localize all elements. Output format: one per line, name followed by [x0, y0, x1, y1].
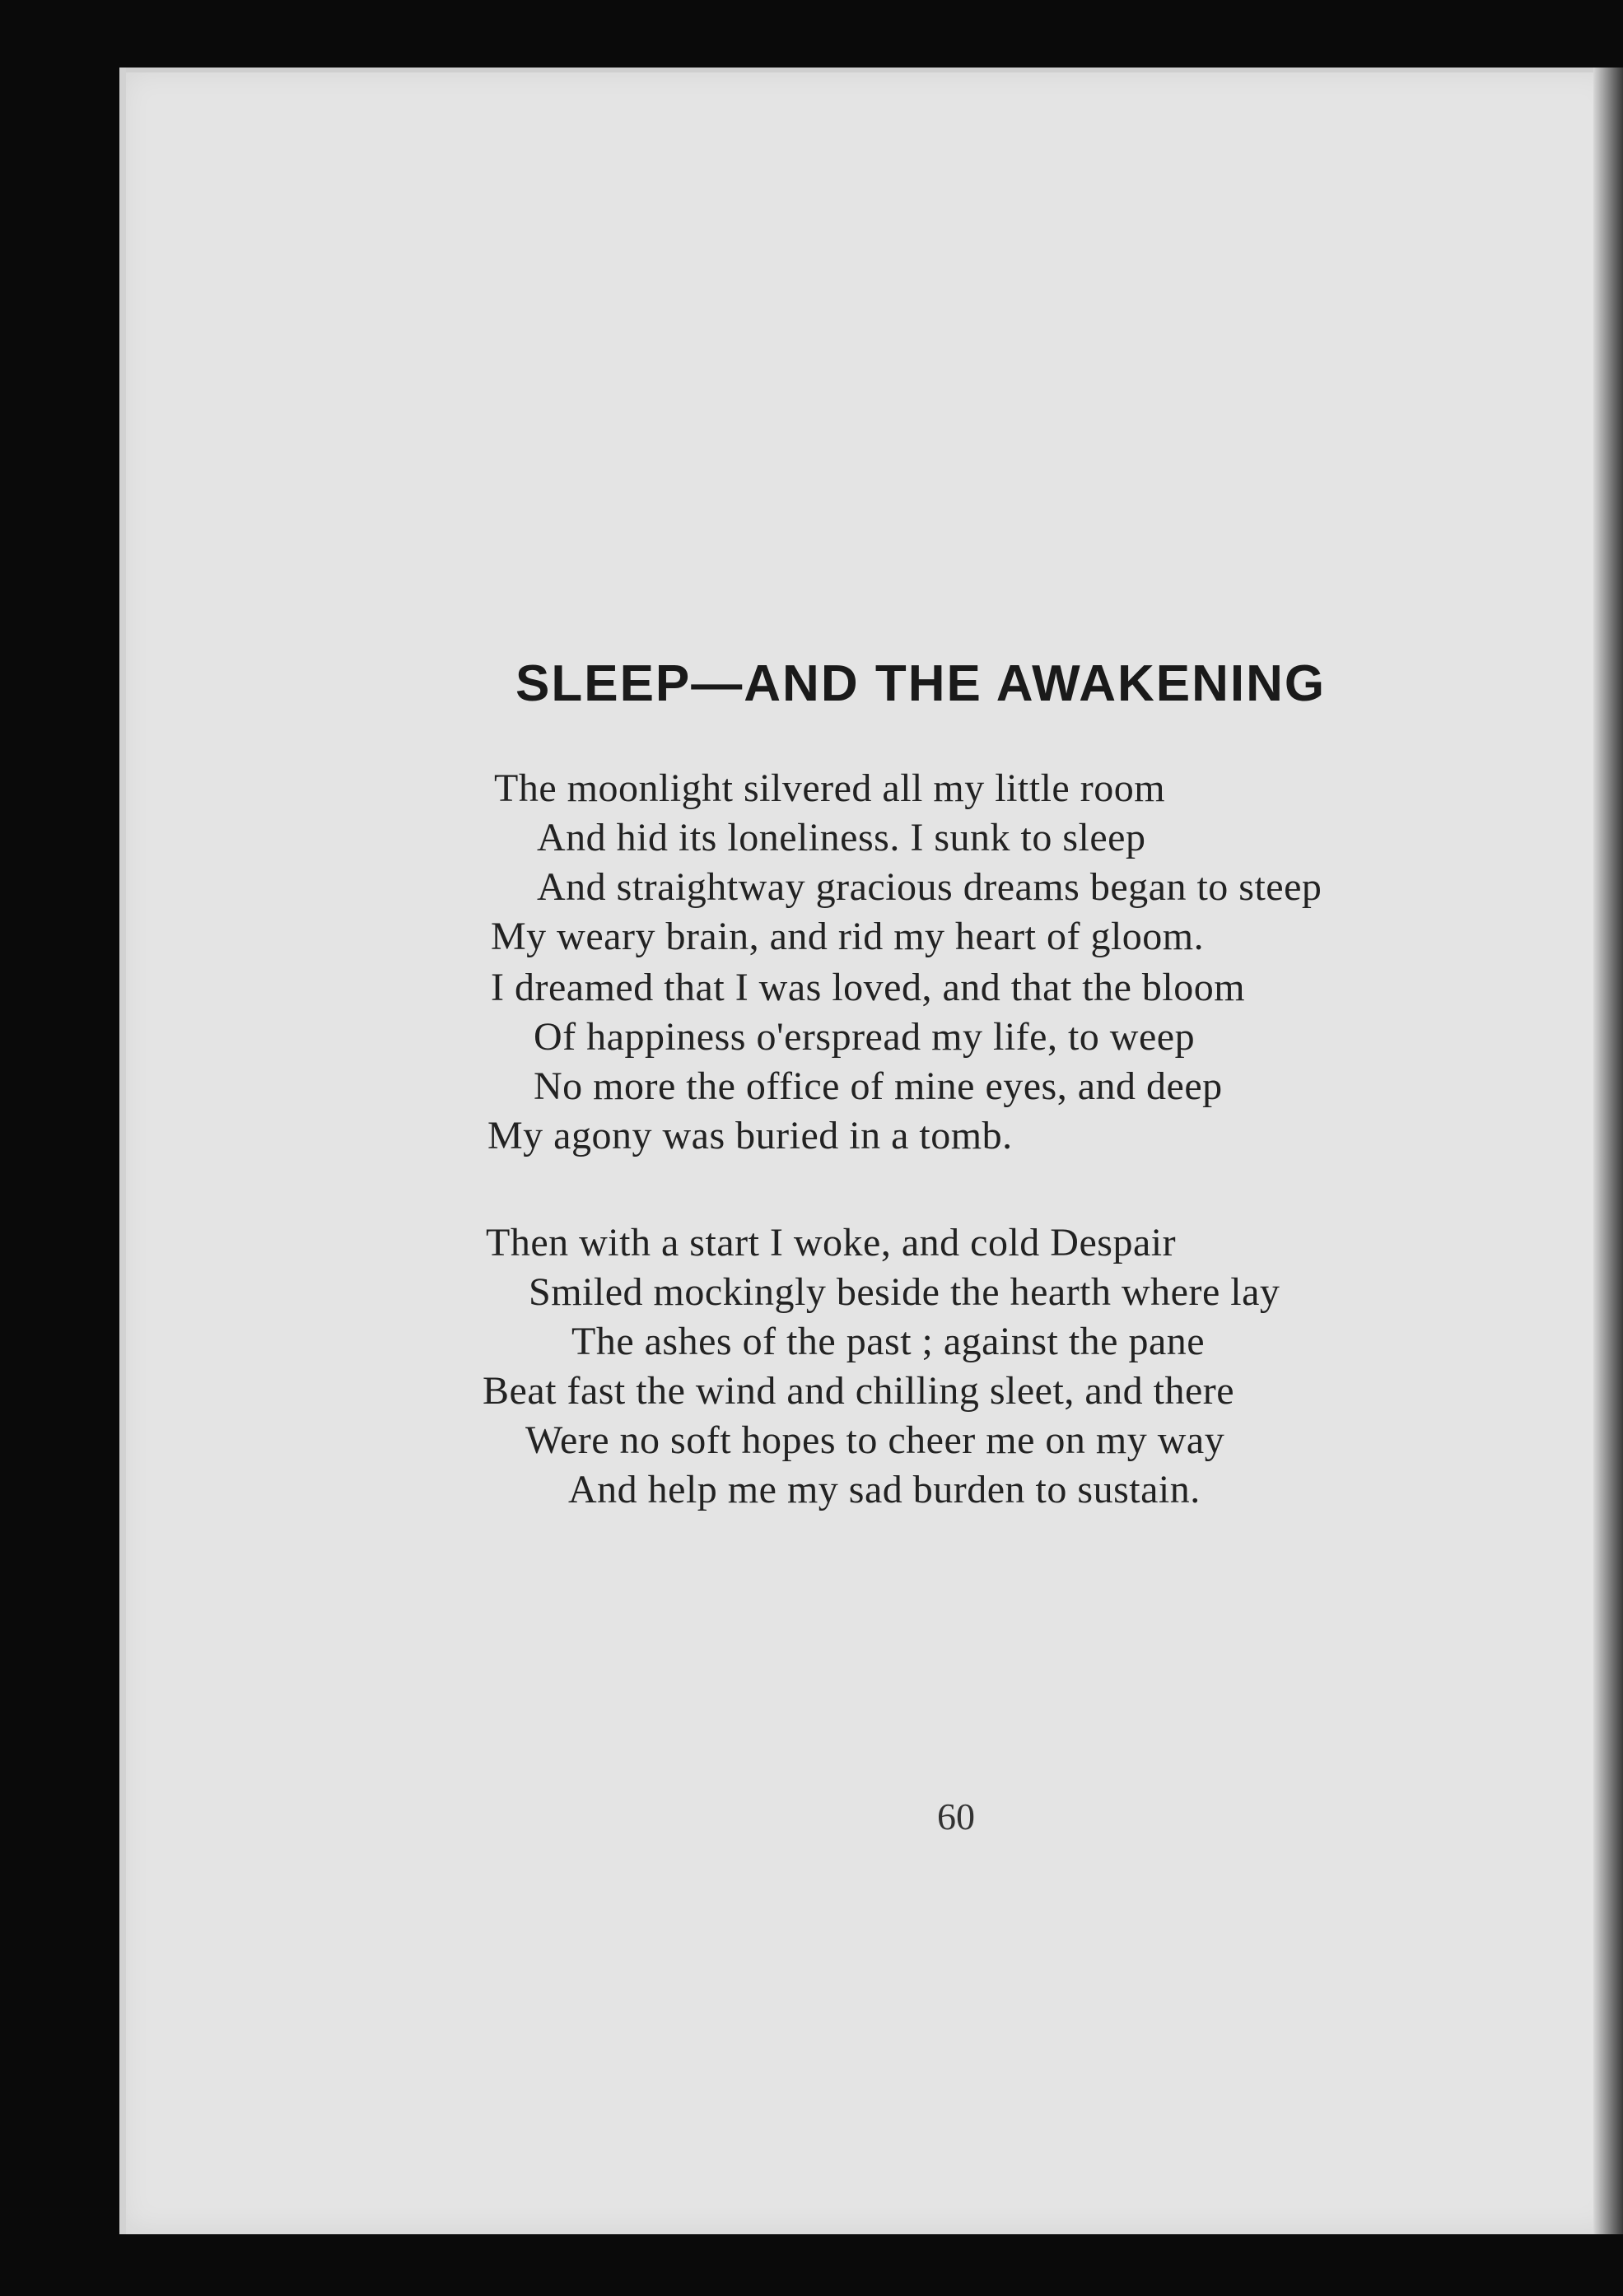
poem-line: Smiled mockingly beside the hearth where lay [529, 1270, 1280, 1314]
poem-line: And help me my sad burden to sustain. [568, 1468, 1201, 1511]
page-top-edge [119, 68, 1618, 72]
poem-line: I dreamed that I was loved, and that the bloom [491, 966, 1246, 1009]
poem-line: My agony was buried in a tomb. [487, 1114, 1013, 1157]
poem-line: Were no soft hopes to cheer me on my way [525, 1418, 1225, 1462]
page-binding-shadow [1593, 68, 1623, 2234]
page-number: 60 [937, 1795, 975, 1837]
poem-line: The ashes of the past ; against the pane [571, 1320, 1206, 1363]
poem-line: And hid its loneliness. I sunk to sleep [537, 816, 1146, 859]
poem-line: Then with a start I woke, and cold Despair [486, 1221, 1177, 1264]
page-left-edge [119, 68, 126, 2234]
poem-title: SLEEP—AND THE AWAKENING [515, 655, 1327, 712]
poem-line: The moonlight silvered all my little room [494, 766, 1166, 810]
poem-line: And straightway gracious dreams began to steep [537, 865, 1322, 909]
poem-line: Of happiness o'erspread my life, to weep [534, 1015, 1196, 1059]
poem-line: My weary brain, and rid my heart of gloom. [491, 915, 1205, 958]
poem-line: No more the office of mine eyes, and deep [534, 1064, 1223, 1108]
poem-line: Beat fast the wind and chilling sleet, and there [483, 1369, 1235, 1413]
